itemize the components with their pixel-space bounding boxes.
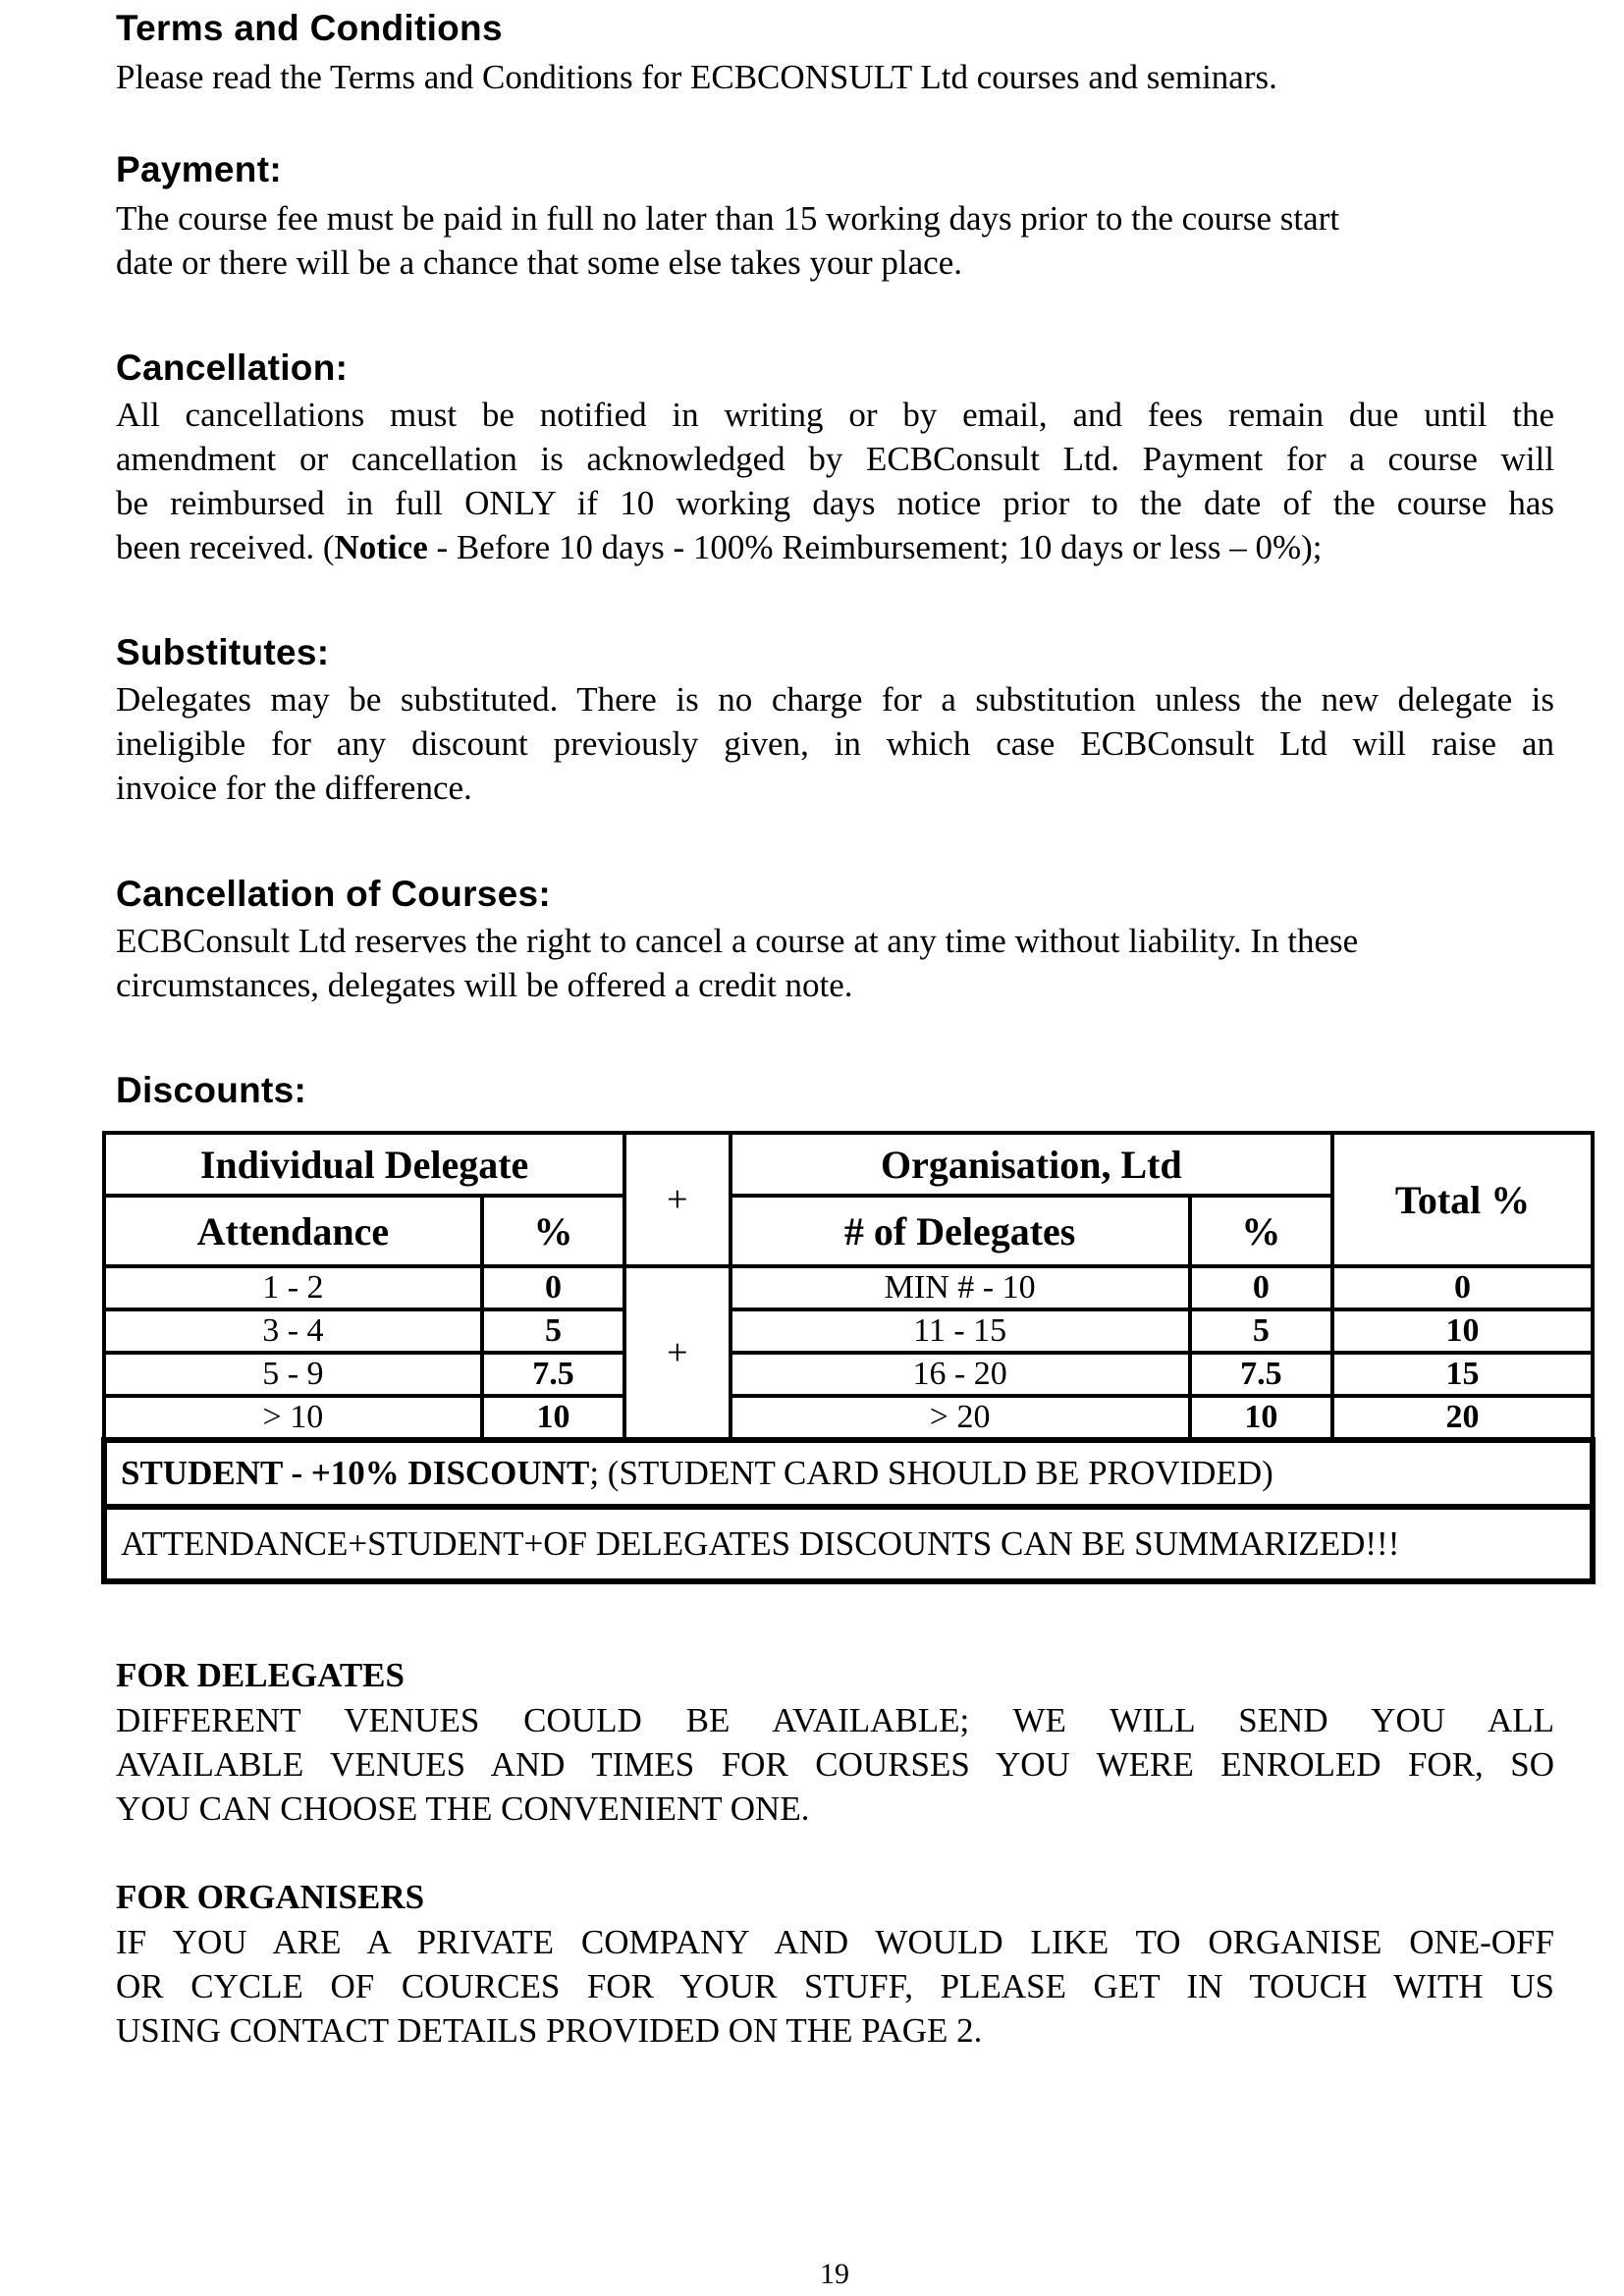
plus-sign: + bbox=[624, 1133, 730, 1266]
summary-row bbox=[104, 1507, 1593, 1581]
attendance-cell: 5 - 9 bbox=[104, 1353, 482, 1396]
total-cell: 20 bbox=[1332, 1396, 1593, 1440]
course-cancellation-heading: Cancellation of Courses: bbox=[116, 874, 552, 914]
payment-line: The course fee must be paid in full no later than 15 working days prior to the course start bbox=[116, 199, 1340, 238]
attendance-cell: 1 - 2 bbox=[104, 1266, 482, 1309]
page-number: 19 bbox=[820, 2258, 849, 2290]
plus-sign: + bbox=[624, 1266, 730, 1440]
individual-delegate-header: Individual Delegate bbox=[104, 1133, 624, 1196]
for-organisers-heading: FOR ORGANISERS bbox=[116, 1878, 425, 1916]
course-cancellation-text bbox=[116, 919, 1554, 1007]
notice-text: - Before 10 days - 100% Reimbursement; 10 days or less – 0%); bbox=[427, 528, 1323, 566]
for-delegates-text bbox=[116, 1698, 1554, 1831]
total-cell: 0 bbox=[1332, 1266, 1593, 1309]
notice-prefix: been received. ( bbox=[116, 528, 335, 566]
intro-text: Please read the Terms and Conditions for ECBCONSULT Ltd courses and seminars. bbox=[116, 58, 1277, 96]
discount-table bbox=[101, 1131, 1596, 1584]
attendance-percent-cell: 7.5 bbox=[482, 1353, 624, 1396]
for-organisers-line: IF YOU ARE A PRIVATE COMPANY AND WOULD LIKE TO ORGANISE ONE-OFF bbox=[116, 1923, 1554, 1961]
delegates-cell: 11 - 15 bbox=[731, 1309, 1190, 1353]
page-title: Terms and Conditions bbox=[116, 8, 503, 48]
table-row bbox=[104, 1396, 1593, 1440]
student-discount-label: STUDENT - +10% DISCOUNT bbox=[121, 1454, 590, 1492]
table-row bbox=[104, 1309, 1593, 1353]
student-row bbox=[104, 1440, 1593, 1507]
substitutes-line: Delegates may be substituted. There is no charge for a substitution unless the new delegate is bbox=[116, 680, 1554, 719]
substitutes-text bbox=[116, 677, 1554, 810]
cancellation-notice-line bbox=[116, 525, 1554, 569]
for-organisers-line: USING CONTACT DETAILS PROVIDED ON THE PAGE 2. bbox=[116, 2011, 983, 2050]
course-cancellation-line: ECBConsult Ltd reserves the right to cancel a course at any time without liability. In these bbox=[116, 922, 1359, 960]
payment-text bbox=[116, 196, 1554, 285]
student-card-note: ; (STUDENT CARD SHOULD BE PROVIDED) bbox=[589, 1454, 1273, 1492]
total-percent-header: Total % bbox=[1332, 1133, 1593, 1266]
attendance-percent-cell: 0 bbox=[482, 1266, 624, 1309]
delegates-count-header: # of Delegates bbox=[731, 1196, 1190, 1266]
for-organisers-line: OR CYCLE OF COURCES FOR YOUR STUFF, PLEASE GET IN TOUCH WITH US bbox=[116, 1967, 1554, 2005]
attendance-cell: > 10 bbox=[104, 1396, 482, 1440]
student-discount-note bbox=[104, 1440, 1593, 1507]
substitutes-heading: Substitutes: bbox=[116, 632, 330, 672]
table-row bbox=[104, 1353, 1593, 1396]
for-delegates-line: YOU CAN CHOOSE THE CONVENIENT ONE. bbox=[116, 1789, 810, 1828]
delegates-percent-cell: 0 bbox=[1190, 1266, 1332, 1309]
for-organisers-text bbox=[116, 1920, 1554, 2053]
payment-line: date or there will be a chance that some else takes your place. bbox=[116, 243, 962, 282]
delegates-percent-cell: 10 bbox=[1190, 1396, 1332, 1440]
delegates-cell: 16 - 20 bbox=[731, 1353, 1190, 1396]
attendance-header: Attendance bbox=[104, 1196, 482, 1266]
total-cell: 15 bbox=[1332, 1353, 1593, 1396]
notice-label: Notice bbox=[334, 528, 428, 566]
attendance-cell: 3 - 4 bbox=[104, 1309, 482, 1353]
discount-summary-note: ATTENDANCE+STUDENT+OF DELEGATES DISCOUNTS CAN BE SUMMARIZED!!! bbox=[104, 1507, 1593, 1581]
discounts-heading: Discounts: bbox=[116, 1070, 307, 1110]
course-cancellation-line: circumstances, delegates will be offered a credit note. bbox=[116, 966, 853, 1004]
delegates-percent-cell: 5 bbox=[1190, 1309, 1332, 1353]
cancellation-line: amendment or cancellation is acknowledged by ECBConsult Ltd. Payment for a course will bbox=[116, 440, 1554, 478]
delegates-cell: MIN # - 10 bbox=[731, 1266, 1190, 1309]
total-cell: 10 bbox=[1332, 1309, 1593, 1353]
payment-heading: Payment: bbox=[116, 149, 282, 189]
delegates-cell: > 20 bbox=[731, 1396, 1190, 1440]
attendance-percent-cell: 10 bbox=[482, 1396, 624, 1440]
for-delegates-line: DIFFERENT VENUES COULD BE AVAILABLE; WE WILL SEND YOU ALL bbox=[116, 1701, 1554, 1739]
organisation-header: Organisation, Ltd bbox=[731, 1133, 1333, 1196]
substitutes-line: ineligible for any discount previously given, in which case ECBConsult Ltd will raise an bbox=[116, 724, 1554, 763]
cancellation-heading: Cancellation: bbox=[116, 347, 349, 388]
delegates-percent-header: % bbox=[1190, 1196, 1332, 1266]
attendance-percent-cell: 5 bbox=[482, 1309, 624, 1353]
cancellation-line: be reimbursed in full ONLY if 10 working days notice prior to the date of the course has bbox=[116, 484, 1554, 522]
table-row bbox=[104, 1266, 1593, 1309]
attendance-percent-header: % bbox=[482, 1196, 624, 1266]
cancellation-line: All cancellations must be notified in writing or by email, and fees remain due until the bbox=[116, 396, 1554, 434]
delegates-percent-cell: 7.5 bbox=[1190, 1353, 1332, 1396]
cancellation-text bbox=[116, 393, 1554, 569]
substitutes-line: invoice for the difference. bbox=[116, 769, 472, 807]
for-delegates-line: AVAILABLE VENUES AND TIMES FOR COURSES YOU WERE ENROLED FOR, SO bbox=[116, 1745, 1554, 1784]
for-delegates-heading: FOR DELEGATES bbox=[116, 1656, 405, 1694]
